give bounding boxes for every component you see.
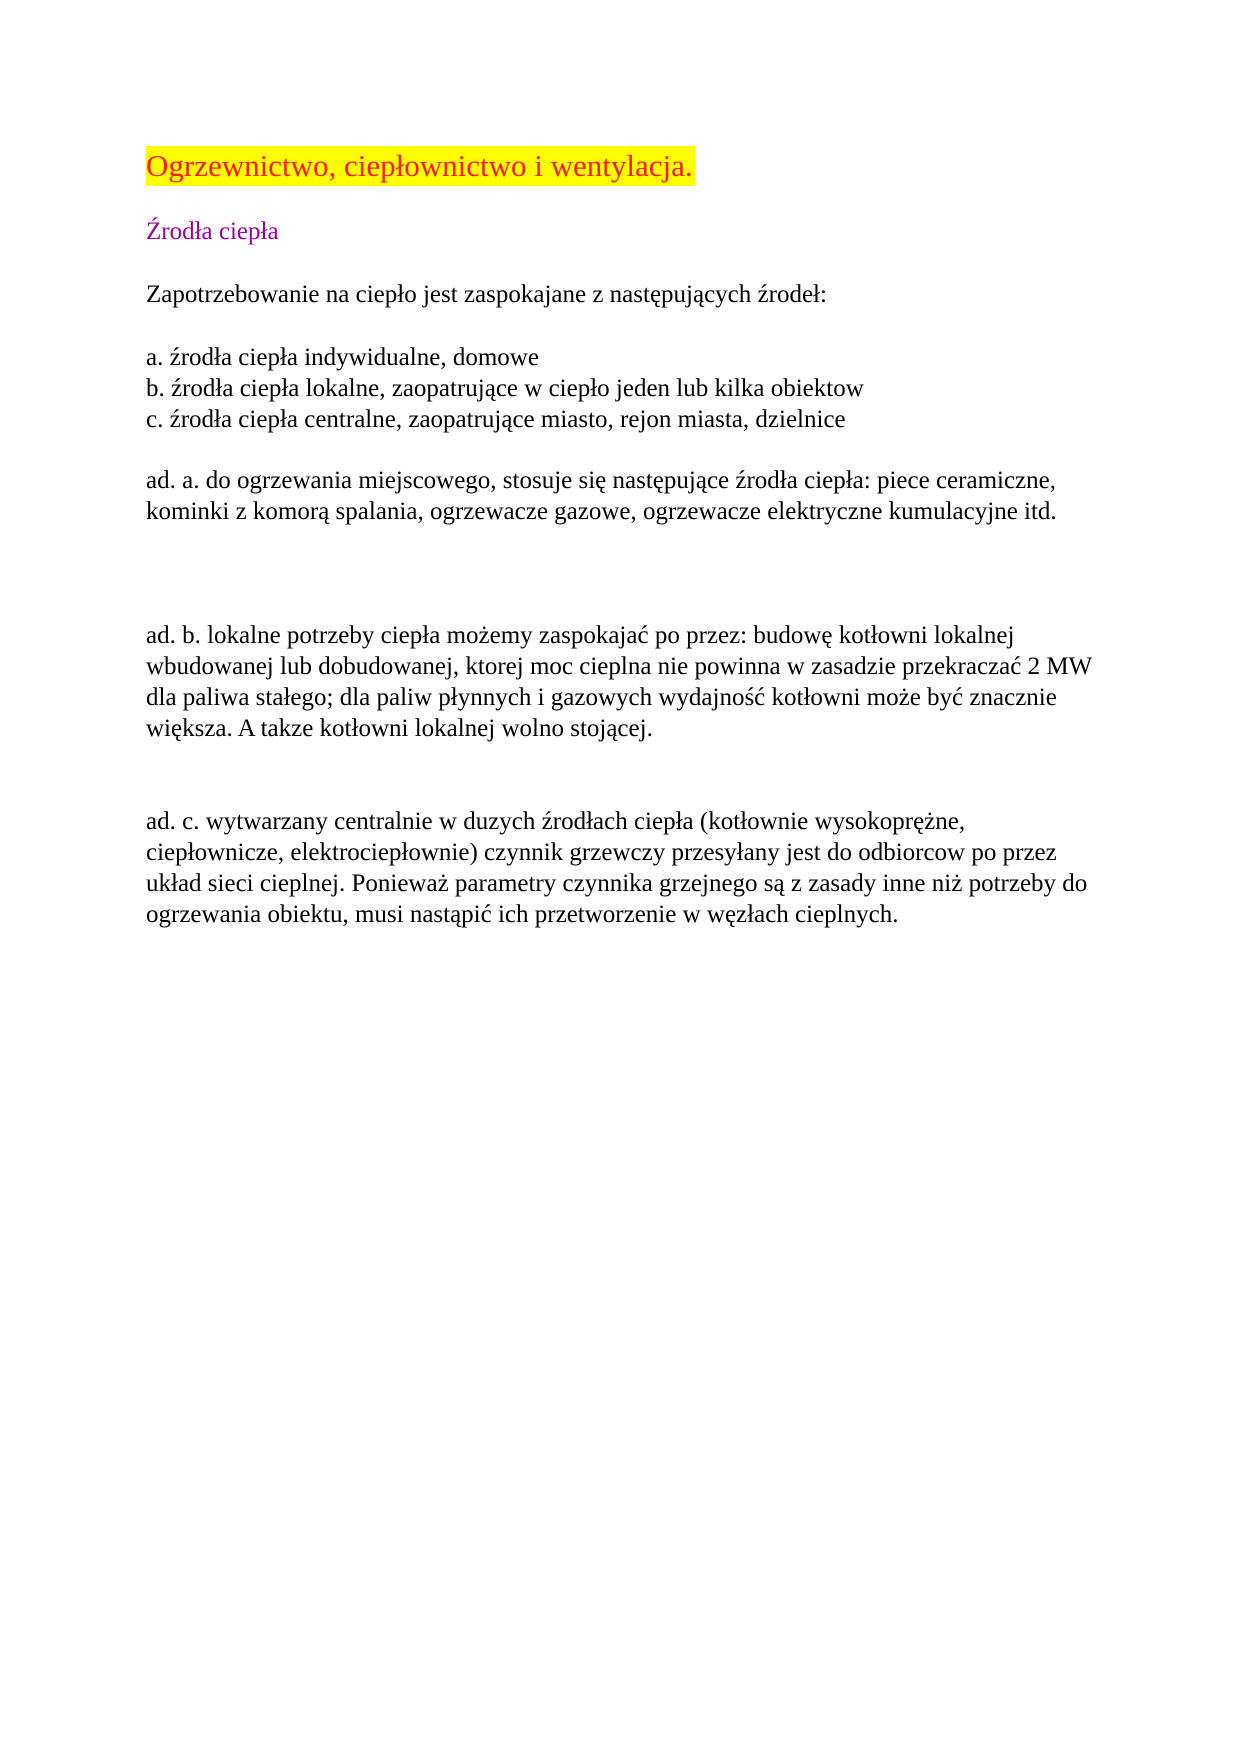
paragraph-ad-b: ad. b. lokalne potrzeby ciepła możemy zaspokajać po przez: budowę kotłowni lokalnej wbudowanej lub dobudowanej, ktorej moc cieplna nie powinna w zasadzie przekraczać 2 MW dla paliwa stałego; dla paliw płynnych i gazowych wydajność kotłowni może być znacznie większa. A takze kotłowni lokalnej wolno stojącej. (146, 622, 1092, 742)
paragraph-ad-a: ad. a. do ogrzewania miejscowego, stosuje się następujące źrodła ciepła: piece ceramiczne, kominki z komorą spalania, ogrzewacze gazowe, ogrzewacze elektryczne kumulacyjne itd. (146, 467, 1057, 525)
list-item: a. źrodła ciepła indywidualne, domowe (146, 344, 539, 371)
heat-source-list (146, 342, 864, 435)
document-title: Ogrzewnictwo, ciepłownictwo i wentylacja. (146, 146, 695, 186)
section-heading: Źrodła ciepła (146, 218, 279, 245)
paragraph-ad-c: ad. c. wytwarzany centralnie w duzych źrodłach ciepła (kotłownie wysokoprężne, ciepłownicze, elektrociepłownie) czynnik grzewczy przesyłany jest do odbiorcow po przez układ sieci cieplnej. Ponieważ parametry czynnika grzejnego są z zasady inne niż potrzeby do ogrzewania obiektu, musi nastąpić ich przetworzenie w węzłach cieplnych. (146, 808, 1088, 928)
list-item: c. źrodła ciepła centralne, zaopatrujące miasto, rejon miasta, dzielnice (146, 406, 846, 433)
intro-paragraph: Zapotrzebowanie na ciepło jest zaspokajane z następujących źrodeł: (146, 281, 827, 308)
list-item: b. źrodła ciepła lokalne, zaopatrujące w ciepło jeden lub kilka obiektow (146, 375, 864, 402)
